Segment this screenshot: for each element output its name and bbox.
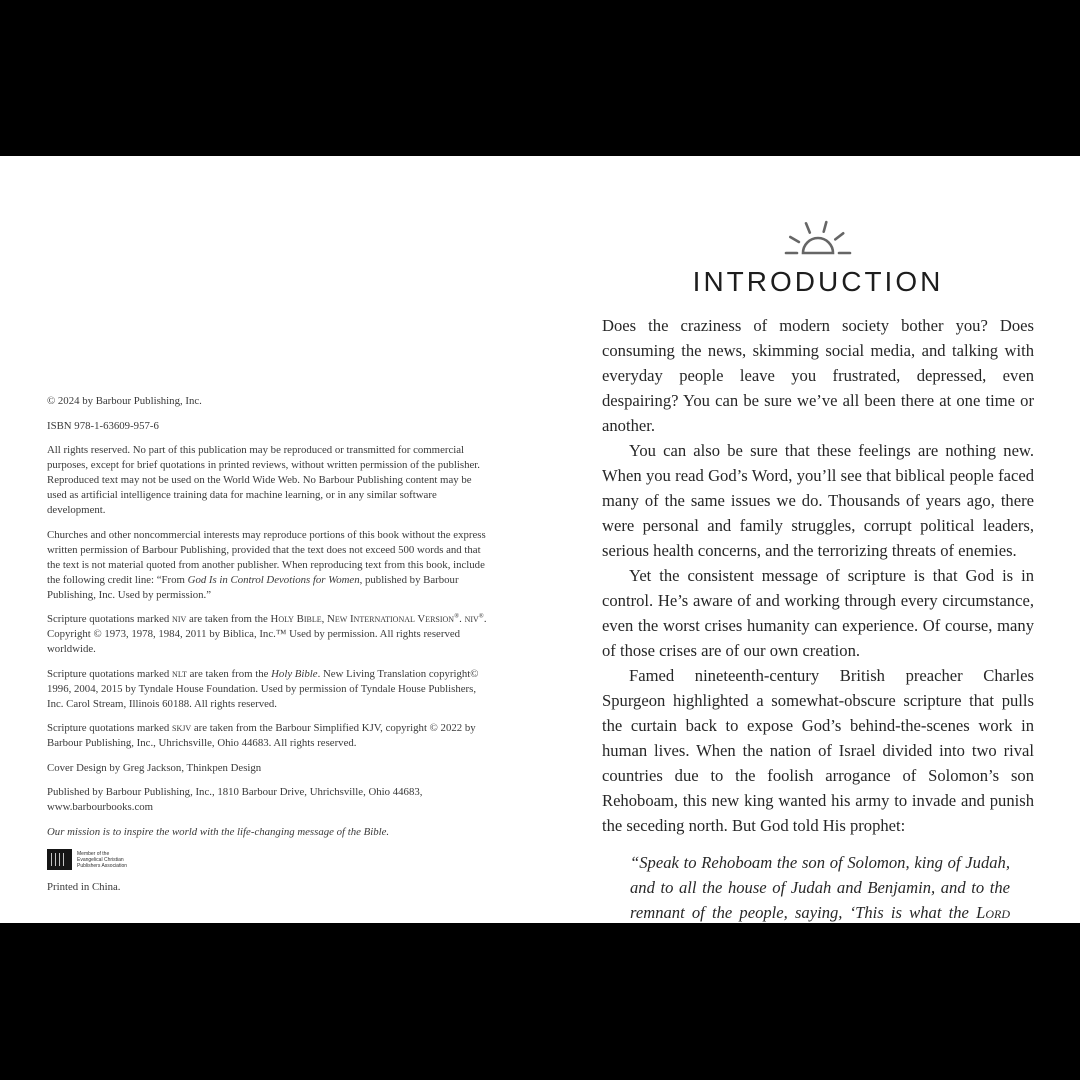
copyright-paragraph: ISBN 978-1-63609-957-6 (47, 419, 159, 432)
copyright-paragraph: Churches and other noncommercial interests may reproduce portions of this book without the express written permission of Barbour Publishing, provided that the text does not exceed 500 words and that the text is not material quoted from another publisher. When reproducing text from this book, include the following credit line: “From God Is in Control Devotions for Women, published by Barbour Publishing, Inc. Used by permission.” (47, 528, 486, 601)
introduction-paragraph: Yet the consistent message of scripture is that God is in control. He’s aware of and working through every circumstance, even the worst crises humanity can experience. Of course, many of those crises are of our own creation. (602, 566, 1034, 660)
copyright-page (0, 156, 540, 923)
introduction-page (540, 156, 1080, 923)
copyright-paragraph: Scripture quotations marked skjv are taken from the Barbour Simplified KJV, copyright © 2022 by Barbour Publishing, Inc., Uhrichsville, Ohio 44683. All rights reserved. (47, 722, 476, 749)
book-spread (0, 156, 1080, 923)
chapter-title: INTRODUCTION (692, 266, 944, 297)
introduction-paragraph: You can also be sure that these feelings are nothing new. When you read God’s Word, you’ll see that biblical people faced many of the same issues we do. Thousands of years ago, there were personal and family struggles, corrupt political leaders, serious health concerns, and the terrorizing threats of enemies. (602, 441, 1034, 560)
copyright-paragraph: Printed in China. (47, 881, 121, 893)
scripture-quote: “Speak to Rehoboam the son of Solomon, king of Judah, and to all the house of Judah and Benjamin, and to the remnant of the people, saying, ‘This is what the Lord (630, 853, 1010, 922)
ecpa-logo (47, 849, 490, 870)
copyright-paragraph: Our mission is to inspire the world with the life-changing message of the Bible. (47, 825, 390, 838)
introduction-body (602, 313, 1034, 838)
copyright-paragraph: Scripture quotations marked niv are taken from the Holy Bible, New International Version®. niv®. Copyright © 1973, 1978, 1984, 2011 by Biblica, Inc.™ Used by permission. All rights reserved worldwide. (47, 612, 487, 655)
ecpa-logo-text: Member of the Evangelical Christian Publishers Association (77, 850, 128, 869)
copyright-paragraph: All rights reserved. No part of this publication may be reproduced or transmitted for commercial purposes, except for brief quotations in printed reviews, without written permission of the publisher. Reproduced text may not be used on the World Wide Web. No Barbour Publishing content may be used as artificial intelligence training data for machine learning, or in any similar software development. (47, 444, 480, 516)
copyright-paragraph: Cover Design by Greg Jackson, Thinkpen Design (47, 761, 262, 774)
copyright-content (47, 394, 490, 895)
sunrise-icon (602, 212, 1034, 260)
letterbox-top (0, 0, 1080, 156)
copyright-paragraph: Published by Barbour Publishing, Inc., 1810 Barbour Drive, Uhrichsville, Ohio 44683, www.barbourbooks.com (47, 786, 423, 813)
copyright-paragraph: Scripture quotations marked nlt are taken from the Holy Bible. New Living Translation copyright© 1996, 2004, 2015 by Tyndale House Foundation. Used by permission of Tyndale House Publishers, Inc. Carol Stream, Illinois 60188. All rights reserved. (47, 667, 479, 710)
introduction-paragraph: Famed nineteenth-century British preacher Charles Spurgeon highlighted a somewhat-obscure scripture that pulls the curtain back to expose God’s behind-the-scenes work in human lives. When the nation of Israel divided into two rival countries due to the foolish arrogance of Solomon’s son Rehoboam, this new king wanted his army to invade and punish the seceding north. But God told His prophet: (602, 666, 1034, 835)
letterbox-bottom (0, 923, 1080, 1080)
copyright-paragraph: © 2024 by Barbour Publishing, Inc. (47, 395, 202, 407)
ecpa-logo-mark (47, 849, 72, 870)
introduction-paragraph: Does the craziness of modern society bother you? Does consuming the news, skimming social media, and talking with everyday people leave you frustrated, depressed, even despairing? You can be sure we’ve all been there at one time or another. (602, 316, 1034, 435)
